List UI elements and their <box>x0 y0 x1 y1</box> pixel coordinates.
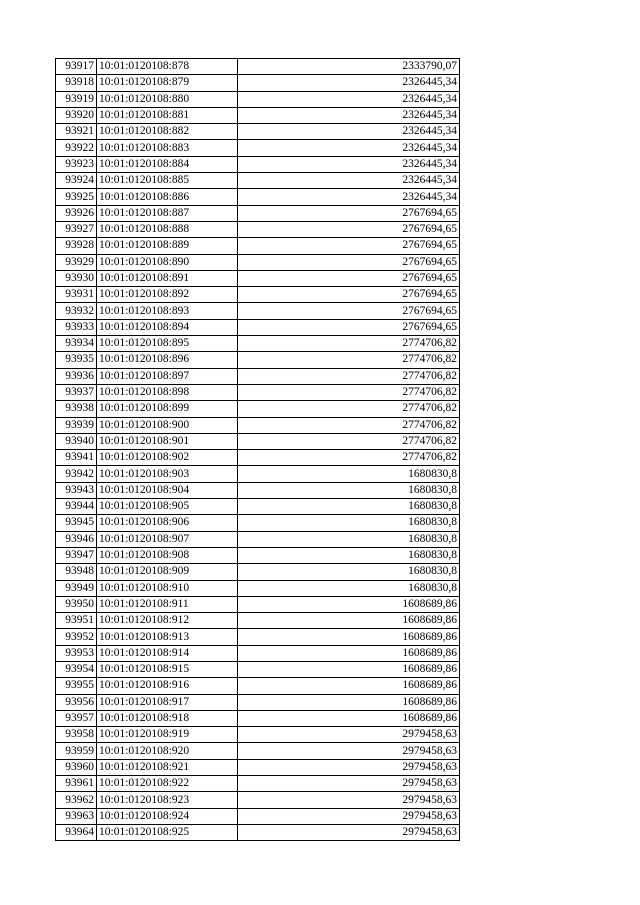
row-number-cell: 93951 <box>56 613 97 629</box>
value-cell: 2326445,34 <box>238 189 460 205</box>
table-row <box>56 596 460 612</box>
cadastral-number-cell: 10:01:0120108:919 <box>97 727 238 743</box>
cadastral-number-cell: 10:01:0120108:916 <box>97 678 238 694</box>
value-cell: 2979458,63 <box>238 824 460 840</box>
row-number-cell: 93958 <box>56 727 97 743</box>
table-row <box>56 433 460 449</box>
value-cell: 2774706,82 <box>238 401 460 417</box>
cadastral-number-cell: 10:01:0120108:894 <box>97 319 238 335</box>
value-cell: 2326445,34 <box>238 91 460 107</box>
cadastral-number-cell: 10:01:0120108:888 <box>97 221 238 237</box>
table-row <box>56 661 460 677</box>
cadastral-number-cell: 10:01:0120108:920 <box>97 743 238 759</box>
cadastral-number-cell: 10:01:0120108:925 <box>97 824 238 840</box>
row-number-cell: 93952 <box>56 629 97 645</box>
table-row <box>56 629 460 645</box>
table-row <box>56 303 460 319</box>
value-cell: 2979458,63 <box>238 743 460 759</box>
cadastral-number-cell: 10:01:0120108:898 <box>97 384 238 400</box>
value-cell: 2774706,82 <box>238 368 460 384</box>
row-number-cell: 93935 <box>56 352 97 368</box>
row-number-cell: 93945 <box>56 515 97 531</box>
value-cell: 2326445,34 <box>238 124 460 140</box>
cadastral-number-cell: 10:01:0120108:905 <box>97 499 238 515</box>
cadastral-number-cell: 10:01:0120108:881 <box>97 107 238 123</box>
value-cell: 1680830,8 <box>238 564 460 580</box>
table-row <box>56 173 460 189</box>
cadastral-number-cell: 10:01:0120108:912 <box>97 613 238 629</box>
table-row <box>56 645 460 661</box>
row-number-cell: 93918 <box>56 75 97 91</box>
row-number-cell: 93920 <box>56 107 97 123</box>
table-row <box>56 808 460 824</box>
table-row <box>56 776 460 792</box>
table-row <box>56 254 460 270</box>
row-number-cell: 93940 <box>56 433 97 449</box>
value-cell: 2326445,34 <box>238 173 460 189</box>
row-number-cell: 93955 <box>56 678 97 694</box>
cadastral-number-cell: 10:01:0120108:895 <box>97 336 238 352</box>
value-cell: 2326445,34 <box>238 140 460 156</box>
row-number-cell: 93954 <box>56 661 97 677</box>
cadastral-number-cell: 10:01:0120108:906 <box>97 515 238 531</box>
row-number-cell: 93959 <box>56 743 97 759</box>
cadastral-number-cell: 10:01:0120108:907 <box>97 531 238 547</box>
data-table <box>55 58 460 841</box>
value-cell: 2774706,82 <box>238 417 460 433</box>
table-row <box>56 824 460 840</box>
row-number-cell: 93925 <box>56 189 97 205</box>
table-row <box>56 678 460 694</box>
row-number-cell: 93939 <box>56 417 97 433</box>
row-number-cell: 93931 <box>56 287 97 303</box>
table-row <box>56 384 460 400</box>
table-row <box>56 238 460 254</box>
value-cell: 1680830,8 <box>238 580 460 596</box>
row-number-cell: 93929 <box>56 254 97 270</box>
value-cell: 1680830,8 <box>238 531 460 547</box>
cadastral-number-cell: 10:01:0120108:878 <box>97 59 238 75</box>
cadastral-number-cell: 10:01:0120108:889 <box>97 238 238 254</box>
table-row <box>56 613 460 629</box>
table-row <box>56 75 460 91</box>
value-cell: 2979458,63 <box>238 727 460 743</box>
value-cell: 1608689,86 <box>238 661 460 677</box>
row-number-cell: 93962 <box>56 792 97 808</box>
cadastral-number-cell: 10:01:0120108:918 <box>97 710 238 726</box>
row-number-cell: 93963 <box>56 808 97 824</box>
row-number-cell: 93930 <box>56 270 97 286</box>
value-cell: 2326445,34 <box>238 107 460 123</box>
table-row <box>56 710 460 726</box>
value-cell: 1680830,8 <box>238 482 460 498</box>
row-number-cell: 93948 <box>56 564 97 580</box>
cadastral-number-cell: 10:01:0120108:913 <box>97 629 238 645</box>
table-row <box>56 466 460 482</box>
table-row <box>56 107 460 123</box>
value-cell: 2326445,34 <box>238 156 460 172</box>
cadastral-number-cell: 10:01:0120108:892 <box>97 287 238 303</box>
value-cell: 2326445,34 <box>238 75 460 91</box>
row-number-cell: 93932 <box>56 303 97 319</box>
cadastral-number-cell: 10:01:0120108:924 <box>97 808 238 824</box>
value-cell: 1680830,8 <box>238 515 460 531</box>
table-row <box>56 547 460 563</box>
table-row <box>56 270 460 286</box>
row-number-cell: 93947 <box>56 547 97 563</box>
row-number-cell: 93941 <box>56 450 97 466</box>
cadastral-number-cell: 10:01:0120108:882 <box>97 124 238 140</box>
value-cell: 1608689,86 <box>238 596 460 612</box>
cadastral-number-cell: 10:01:0120108:879 <box>97 75 238 91</box>
value-cell: 2774706,82 <box>238 352 460 368</box>
table-row <box>56 515 460 531</box>
row-number-cell: 93937 <box>56 384 97 400</box>
row-number-cell: 93944 <box>56 499 97 515</box>
cadastral-number-cell: 10:01:0120108:891 <box>97 270 238 286</box>
value-cell: 1608689,86 <box>238 694 460 710</box>
table-row <box>56 221 460 237</box>
cadastral-number-cell: 10:01:0120108:923 <box>97 792 238 808</box>
cadastral-number-cell: 10:01:0120108:921 <box>97 759 238 775</box>
cadastral-number-cell: 10:01:0120108:910 <box>97 580 238 596</box>
value-cell: 2774706,82 <box>238 384 460 400</box>
row-number-cell: 93943 <box>56 482 97 498</box>
cadastral-number-cell: 10:01:0120108:922 <box>97 776 238 792</box>
cadastral-number-cell: 10:01:0120108:884 <box>97 156 238 172</box>
row-number-cell: 93938 <box>56 401 97 417</box>
value-cell: 1680830,8 <box>238 499 460 515</box>
table-row <box>56 450 460 466</box>
row-number-cell: 93919 <box>56 91 97 107</box>
row-number-cell: 93957 <box>56 710 97 726</box>
cadastral-number-cell: 10:01:0120108:902 <box>97 450 238 466</box>
table-row <box>56 156 460 172</box>
row-number-cell: 93960 <box>56 759 97 775</box>
row-number-cell: 93953 <box>56 645 97 661</box>
cadastral-number-cell: 10:01:0120108:909 <box>97 564 238 580</box>
value-cell: 2979458,63 <box>238 808 460 824</box>
cadastral-number-cell: 10:01:0120108:903 <box>97 466 238 482</box>
value-cell: 2767694,65 <box>238 270 460 286</box>
value-cell: 2979458,63 <box>238 792 460 808</box>
row-number-cell: 93924 <box>56 173 97 189</box>
table-body <box>56 59 460 841</box>
cadastral-number-cell: 10:01:0120108:915 <box>97 661 238 677</box>
row-number-cell: 93961 <box>56 776 97 792</box>
table-row <box>56 482 460 498</box>
table-row <box>56 401 460 417</box>
value-cell: 2774706,82 <box>238 433 460 449</box>
table-row <box>56 368 460 384</box>
row-number-cell: 93926 <box>56 205 97 221</box>
cadastral-number-cell: 10:01:0120108:911 <box>97 596 238 612</box>
table-row <box>56 319 460 335</box>
table-row <box>56 189 460 205</box>
row-number-cell: 93934 <box>56 336 97 352</box>
value-cell: 2767694,65 <box>238 303 460 319</box>
cadastral-number-cell: 10:01:0120108:914 <box>97 645 238 661</box>
row-number-cell: 93923 <box>56 156 97 172</box>
value-cell: 1680830,8 <box>238 547 460 563</box>
table-row <box>56 336 460 352</box>
table-row <box>56 287 460 303</box>
value-cell: 1608689,86 <box>238 629 460 645</box>
cadastral-number-cell: 10:01:0120108:897 <box>97 368 238 384</box>
cadastral-number-cell: 10:01:0120108:890 <box>97 254 238 270</box>
table-row <box>56 499 460 515</box>
table-row <box>56 205 460 221</box>
cadastral-number-cell: 10:01:0120108:885 <box>97 173 238 189</box>
row-number-cell: 93927 <box>56 221 97 237</box>
value-cell: 2979458,63 <box>238 776 460 792</box>
cadastral-number-cell: 10:01:0120108:908 <box>97 547 238 563</box>
table-row <box>56 727 460 743</box>
cadastral-number-cell: 10:01:0120108:893 <box>97 303 238 319</box>
table-row <box>56 91 460 107</box>
value-cell: 1608689,86 <box>238 645 460 661</box>
table-row <box>56 352 460 368</box>
value-cell: 2767694,65 <box>238 287 460 303</box>
row-number-cell: 93936 <box>56 368 97 384</box>
value-cell: 2333790,07 <box>238 59 460 75</box>
row-number-cell: 93917 <box>56 59 97 75</box>
value-cell: 1608689,86 <box>238 678 460 694</box>
row-number-cell: 93946 <box>56 531 97 547</box>
row-number-cell: 93942 <box>56 466 97 482</box>
value-cell: 1608689,86 <box>238 613 460 629</box>
table-row <box>56 140 460 156</box>
cadastral-number-cell: 10:01:0120108:917 <box>97 694 238 710</box>
cadastral-number-cell: 10:01:0120108:887 <box>97 205 238 221</box>
table-row <box>56 417 460 433</box>
cadastral-number-cell: 10:01:0120108:904 <box>97 482 238 498</box>
cadastral-number-cell: 10:01:0120108:886 <box>97 189 238 205</box>
row-number-cell: 93921 <box>56 124 97 140</box>
row-number-cell: 93964 <box>56 824 97 840</box>
row-number-cell: 93922 <box>56 140 97 156</box>
cadastral-number-cell: 10:01:0120108:900 <box>97 417 238 433</box>
value-cell: 2767694,65 <box>238 205 460 221</box>
table-row <box>56 564 460 580</box>
cadastral-number-cell: 10:01:0120108:883 <box>97 140 238 156</box>
value-cell: 2767694,65 <box>238 254 460 270</box>
cadastral-number-cell: 10:01:0120108:880 <box>97 91 238 107</box>
value-cell: 2979458,63 <box>238 759 460 775</box>
table-row <box>56 580 460 596</box>
row-number-cell: 93949 <box>56 580 97 596</box>
cadastral-number-cell: 10:01:0120108:901 <box>97 433 238 449</box>
table-row <box>56 59 460 75</box>
row-number-cell: 93933 <box>56 319 97 335</box>
table-row <box>56 694 460 710</box>
table-row <box>56 743 460 759</box>
value-cell: 2767694,65 <box>238 238 460 254</box>
value-cell: 2774706,82 <box>238 450 460 466</box>
table-row <box>56 124 460 140</box>
row-number-cell: 93956 <box>56 694 97 710</box>
cadastral-number-cell: 10:01:0120108:896 <box>97 352 238 368</box>
row-number-cell: 93950 <box>56 596 97 612</box>
value-cell: 2767694,65 <box>238 319 460 335</box>
value-cell: 2767694,65 <box>238 221 460 237</box>
table-row <box>56 792 460 808</box>
table-row <box>56 531 460 547</box>
value-cell: 1680830,8 <box>238 466 460 482</box>
value-cell: 1608689,86 <box>238 710 460 726</box>
table-row <box>56 759 460 775</box>
row-number-cell: 93928 <box>56 238 97 254</box>
cadastral-number-cell: 10:01:0120108:899 <box>97 401 238 417</box>
value-cell: 2774706,82 <box>238 336 460 352</box>
